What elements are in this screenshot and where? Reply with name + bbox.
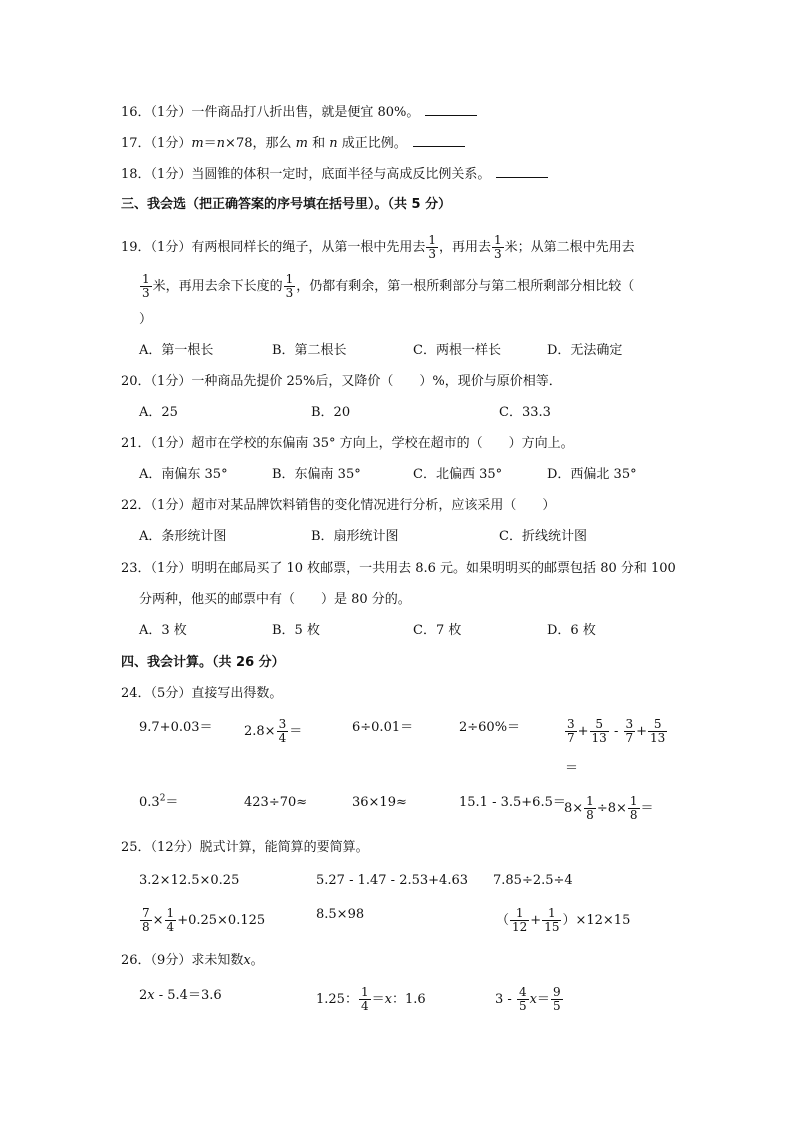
fraction [284, 273, 296, 300]
calc-25-4 [139, 904, 265, 938]
expr-part: × [152, 913, 164, 928]
expr-part: +0.25×0.125 [177, 913, 266, 928]
question-25-text: 25．（12分）脱式计算，能简算的要简算。 [121, 840, 369, 855]
numerator: 5 [653, 717, 662, 731]
option-a[interactable]: A．3 枚 [139, 623, 187, 638]
calc-24-5 [564, 715, 668, 749]
numerator: 7 [142, 906, 150, 920]
var-n: n [216, 136, 226, 151]
numerator: 9 [552, 985, 561, 999]
var-x: x [384, 992, 392, 1007]
numerator: 1 [586, 794, 594, 808]
option-d[interactable]: D．西偏北 35° [547, 467, 637, 482]
expr-part: ＝ [371, 992, 385, 1007]
fraction [551, 986, 563, 1013]
var-n: n [329, 136, 338, 151]
var-m: m [295, 136, 308, 151]
denominator: 4 [360, 999, 369, 1013]
expr-part: + [577, 724, 589, 739]
calc-24-4: 2÷60%＝ [459, 720, 521, 735]
question-22-text: 22．（1分）超市对某品牌饮料销售的变化情况进行分析，应该采用（ ） [121, 498, 556, 513]
fraction [492, 234, 504, 261]
answer-blank-16[interactable] [425, 103, 477, 116]
denominator: 13 [591, 731, 607, 745]
question-26-dot: 。 [250, 953, 264, 968]
option-b[interactable]: B．东偏南 35° [272, 467, 361, 482]
var-m: m [191, 136, 204, 151]
question-17-mid: ×78，那么 [225, 136, 292, 151]
denominator: 5 [518, 999, 527, 1013]
question-18-text: 18．（1分）当圆锥的体积一定时，底面半径与高成反比例关系。 [121, 167, 491, 182]
calc-24-10 [564, 792, 654, 826]
expr-part: 2 [139, 988, 148, 1003]
fraction [584, 795, 596, 822]
calc-25-1: 3.2×12.5×0.25 [139, 873, 240, 888]
numerator: 3 [567, 717, 575, 731]
question-23-line-1: 23．（1分）明明在邮局买了 10 枚邮票，一共用去 8.6 元。如果明明买的邮票包括 80 分和 100 [121, 561, 676, 576]
option-c[interactable]: C．折线统计图 [499, 529, 587, 544]
expr-part: ＝ [289, 724, 303, 739]
denominator: 3 [493, 247, 502, 261]
denominator: 3 [428, 247, 436, 261]
expr-part: ：1.6 [391, 992, 426, 1007]
fraction [510, 907, 529, 934]
option-a[interactable]: A．25 [139, 405, 178, 420]
var-x: x [243, 953, 251, 968]
expr-part: - 5.4＝3.6 [154, 988, 222, 1003]
question-16-text: 16．（1分）一件商品打八折出售，就是便宜 80%。 [121, 105, 420, 120]
calc-24-3: 6÷0.01＝ [352, 720, 414, 735]
fraction [628, 795, 640, 822]
question-18 [121, 165, 548, 184]
option-d[interactable]: D．6 枚 [547, 623, 596, 638]
calc-24-6 [139, 794, 178, 812]
var-x: x [529, 992, 537, 1007]
numerator: 1 [515, 906, 524, 920]
fraction [517, 986, 529, 1013]
question-19-line-1 [121, 233, 635, 263]
expr-part: - [609, 724, 623, 739]
option-d[interactable]: D．无法确定 [547, 343, 623, 358]
fraction [590, 718, 609, 745]
fraction [648, 718, 667, 745]
denominator: 15 [544, 920, 560, 934]
question-19-text: ，仍都有剩余，第一根所剩部分与第二根所剩部分相比较（ [296, 279, 635, 294]
question-17-and: 和 [312, 136, 326, 151]
denominator: 3 [142, 286, 150, 300]
calc-24-8: 36×19≈ [352, 795, 407, 810]
expr-part: ）×12×15 [562, 913, 631, 928]
denominator: 12 [512, 920, 528, 934]
question-21-text: 21．（1分）超市在学校的东偏南 35° 方向上，学校在超市的（ ）方向上。 [121, 436, 574, 451]
expr-part: ＝ [640, 801, 654, 816]
question-26-prefix: 26．（9分）求未知数 [121, 953, 244, 968]
fraction [140, 907, 152, 934]
option-b[interactable]: B．5 枚 [272, 623, 320, 638]
question-19-close: ） [139, 312, 153, 327]
expr-part: 0.3 [139, 795, 160, 810]
option-b[interactable]: B．20 [311, 405, 351, 420]
answer-blank-18[interactable] [496, 165, 548, 178]
question-17-prefix: 17．（1分） [121, 136, 192, 151]
denominator: 5 [552, 999, 561, 1013]
question-17-rest: 成正比例。 [341, 136, 407, 151]
question-19-text: 米；从第二根中先用去 [504, 240, 635, 255]
calc-25-5: 8.5×98 [316, 907, 365, 922]
calc-24-2 [244, 715, 302, 749]
fraction [140, 273, 152, 300]
fraction [277, 718, 289, 745]
expr-part: ÷8× [596, 801, 627, 816]
fraction [359, 986, 371, 1013]
question-19-line-2 [139, 272, 634, 302]
fraction [565, 718, 577, 745]
expr-part: 8× [564, 801, 584, 816]
option-a[interactable]: A．第一根长 [139, 343, 214, 358]
calc-24-7: 423÷70≈ [244, 795, 308, 810]
section-3-title: 三、我会选（把正确答案的序号填在括号里）。（共 5 分） [121, 197, 452, 212]
equation-26-1 [139, 987, 222, 1005]
denominator: 7 [625, 731, 634, 745]
calc-25-3: 7.85÷2.5÷4 [493, 873, 573, 888]
question-26-text [121, 952, 264, 970]
expr-part: 3 - [495, 992, 516, 1007]
calc-24-9: 15.1 - 3.5+6.5＝ [459, 795, 566, 810]
numerator: 1 [285, 272, 294, 286]
expr-part: 2.8× [244, 724, 276, 739]
denominator: 7 [567, 731, 575, 745]
option-c[interactable]: C．7 枚 [413, 623, 462, 638]
option-c[interactable]: C．两根一样长 [413, 343, 501, 358]
numerator: 1 [142, 272, 150, 286]
numerator: 1 [548, 906, 556, 920]
option-a[interactable]: A．条形统计图 [139, 529, 227, 544]
calc-25-6 [496, 904, 630, 938]
denominator: 4 [166, 920, 175, 934]
expr-part: ＝ [536, 992, 550, 1007]
denominator: 4 [278, 731, 287, 745]
equals: ＝ [203, 136, 217, 151]
expr-part: 1.25： [316, 992, 358, 1007]
question-23-line-2: 分两种，他买的邮票中有（ ）是 80 分的。 [139, 592, 411, 607]
calc-25-2: 5.27 - 1.47 - 2.53+4.63 [316, 873, 468, 888]
equation-26-2 [316, 983, 426, 1017]
answer-blank-17[interactable] [413, 134, 465, 147]
calc-24-1: 9.7+0.03＝ [139, 720, 213, 735]
section-4-title: 四、我会计算。（共 26 分） [121, 655, 285, 670]
numerator: 1 [166, 906, 175, 920]
option-b[interactable]: B．扇形统计图 [311, 529, 399, 544]
equation-26-3 [495, 983, 564, 1017]
option-a[interactable]: A．南偏东 35° [139, 467, 228, 482]
question-19-text: ，再用去 [438, 240, 491, 255]
question-24-text: 24．（5分）直接写出得数。 [121, 686, 283, 701]
numerator: 1 [493, 233, 502, 247]
option-c[interactable]: C．北偏西 35° [413, 467, 503, 482]
expr-part: ＝ [165, 795, 179, 810]
question-19-text: 19．（1分）有两根同样长的绳子，从第一根中先用去 [121, 240, 426, 255]
option-b[interactable]: B．第二根长 [272, 343, 347, 358]
fraction [542, 907, 561, 934]
calc-24-5-equals: ＝ [565, 761, 579, 776]
numerator: 5 [595, 717, 603, 731]
denominator: 8 [586, 808, 594, 822]
option-c[interactable]: C．33.3 [499, 405, 551, 420]
question-20-text: 20．（1分）一种商品先提价 25%后，又降价（ ）%，现价与原价相等． [121, 374, 562, 389]
denominator: 13 [650, 731, 666, 745]
expr-part: + [530, 913, 542, 928]
fraction [426, 234, 438, 261]
fraction [165, 907, 177, 934]
expr-part: + [636, 724, 648, 739]
fraction [624, 718, 636, 745]
denominator: 8 [142, 920, 150, 934]
numerator: 3 [278, 717, 287, 731]
denominator: 8 [629, 808, 638, 822]
numerator: 1 [360, 985, 369, 999]
exponent: 2 [159, 793, 166, 804]
question-19-text: 米，再用去余下长度的 [152, 279, 283, 294]
numerator: 1 [629, 794, 638, 808]
numerator: 4 [518, 985, 527, 999]
numerator: 1 [428, 233, 436, 247]
numerator: 3 [625, 717, 634, 731]
question-17 [121, 134, 465, 153]
var-x: x [147, 988, 155, 1003]
expr-part: （ [496, 913, 510, 928]
denominator: 3 [285, 286, 294, 300]
question-16 [121, 103, 477, 122]
